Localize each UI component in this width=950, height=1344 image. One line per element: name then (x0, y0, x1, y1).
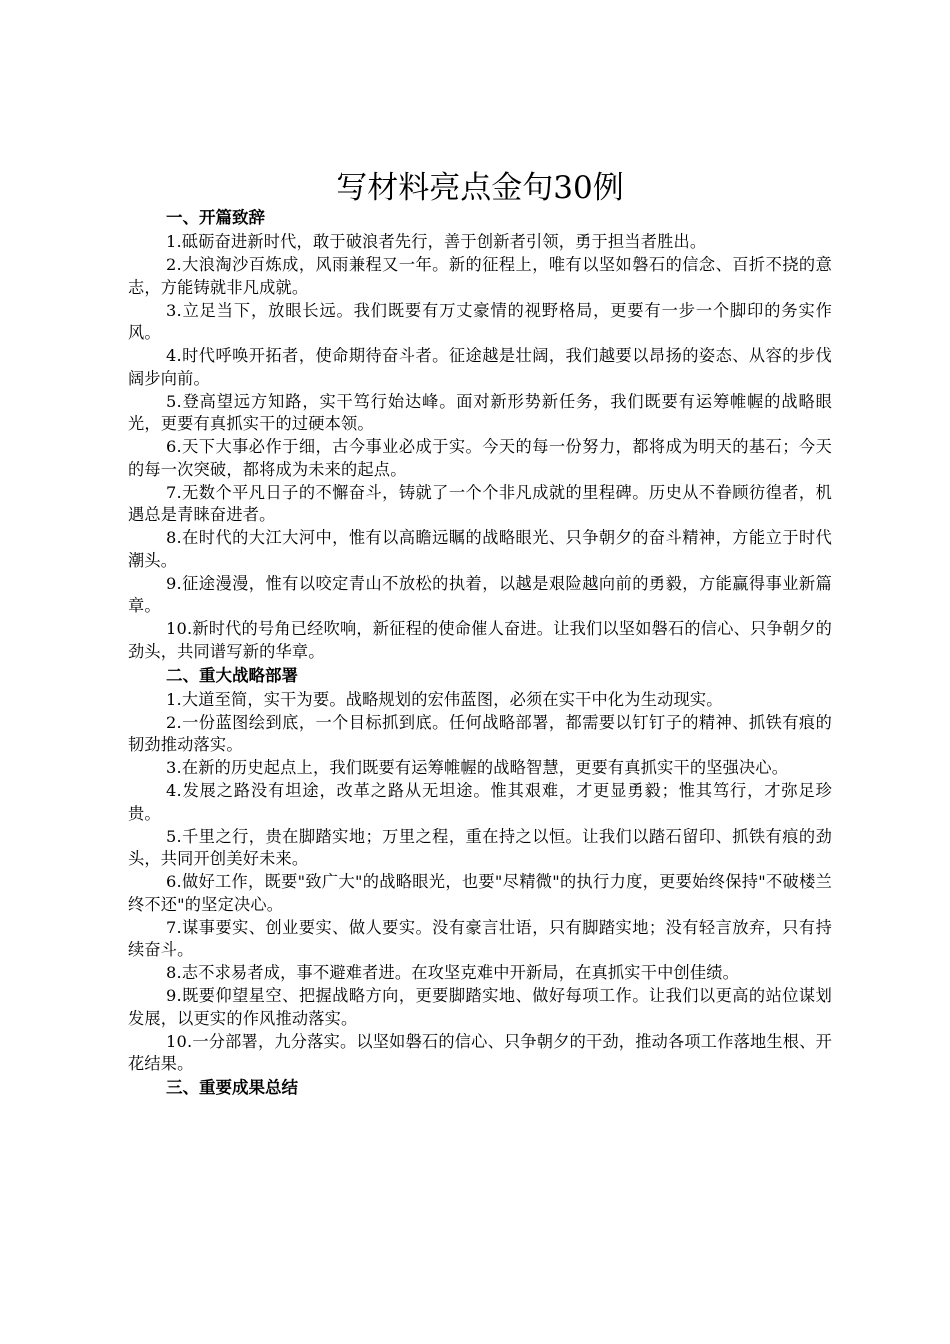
section-heading-opening: 一、开篇致辞 (166, 208, 265, 227)
paragraph: 6.天下大事必作于细，古今事业必成于实。今天的每一份努力，都将成为明天的基石；今天的每一次突破，都将成为未来的起点。 (128, 437, 832, 479)
section-heading-results: 三、重要成果总结 (166, 1078, 298, 1097)
paragraph: 8.在时代的大江大河中，惟有以高瞻远瞩的战略眼光、只争朝夕的奋斗精神，方能立于时代潮头。 (128, 528, 832, 570)
document-title: 写材料亮点金句30例 (336, 170, 624, 206)
paragraph: 5.千里之行，贵在脚踏实地；万里之程，重在持之以恒。让我们以踏石留印、抓铁有痕的劲头，共同开创美好未来。 (128, 826, 832, 868)
document-body (128, 206, 832, 1101)
paragraph: 1.砥砺奋进新时代，敢于破浪者先行，善于创新者引领，勇于担当者胜出。 (166, 232, 707, 251)
paragraph: 9.既要仰望星空、把握战略方向，更要脚踏实地、做好每项工作。让我们以更高的站位谋划发展，以更实的作风推动落实。 (128, 986, 832, 1028)
paragraph: 2.大浪淘沙百炼成，风雨兼程又一年。新的征程上，唯有以坚如磐石的信念、百折不挠的意志，方能铸就非凡成就。 (128, 255, 832, 297)
paragraph: 10.一分部署，九分落实。以坚如磐石的信心、只争朝夕的干劲，推动各项工作落地生根、开花结果。 (128, 1031, 832, 1073)
paragraph: 4.发展之路没有坦途，改革之路从无坦途。惟其艰难，才更显勇毅；惟其笃行，才弥足珍贵。 (128, 781, 832, 823)
paragraph: 7.无数个平凡日子的不懈奋斗，铸就了一个个非凡成就的里程碑。历史从不眷顾彷徨者，机遇总是青睐奋进者。 (128, 482, 832, 524)
paragraph: 8.志不求易者成，事不避难者进。在攻坚克难中开新局，在真抓实干中创佳绩。 (166, 963, 740, 982)
paragraph: 1.大道至简，实干为要。战略规划的宏伟蓝图，必须在实干中化为生动现实。 (166, 689, 723, 709)
paragraph: 3.在新的历史起点上，我们既要有运筹帷幄的战略智慧，更要有真抓实干的坚强决心。 (166, 758, 789, 777)
section-heading-strategy: 二、重大战略部署 (166, 665, 298, 685)
paragraph: 5.登高望远方知路，实干笃行始达峰。面对新形势新任务，我们既要有运筹帷幄的战略眼光，更要有真抓实干的过硬本领。 (128, 391, 832, 433)
paragraph: 9.征途漫漫，惟有以咬定青山不放松的执着，以越是艰险越向前的勇毅，方能赢得事业新篇章。 (128, 573, 832, 615)
paragraph: 2.一份蓝图绘到底，一个目标抓到底。任何战略部署，都需要以钉钉子的精神、抓铁有痕的韧劲推动落实。 (128, 712, 832, 754)
paragraph: 6.做好工作，既要"致广大"的战略眼光，也要"尽精微"的执行力度，更要始终保持"不破楼兰终不还"的坚定决心。 (128, 872, 832, 914)
paragraph: 10.新时代的号角已经吹响，新征程的使命催人奋进。让我们以坚如磐石的信心、只争朝夕的劲头，共同谱写新的华章。 (128, 619, 832, 661)
paragraph: 7.谋事要实、创业要实、做人要实。没有豪言壮语，只有脚踏实地；没有轻言放弃，只有持续奋斗。 (128, 917, 832, 959)
paragraph: 3.立足当下，放眼长远。我们既要有万丈豪情的视野格局，更要有一步一个脚印的务实作风。 (128, 300, 832, 342)
paragraph: 4.时代呼唤开拓者，使命期待奋斗者。征途越是壮阔，我们越要以昂扬的姿态、从容的步伐阔步向前。 (128, 346, 832, 388)
